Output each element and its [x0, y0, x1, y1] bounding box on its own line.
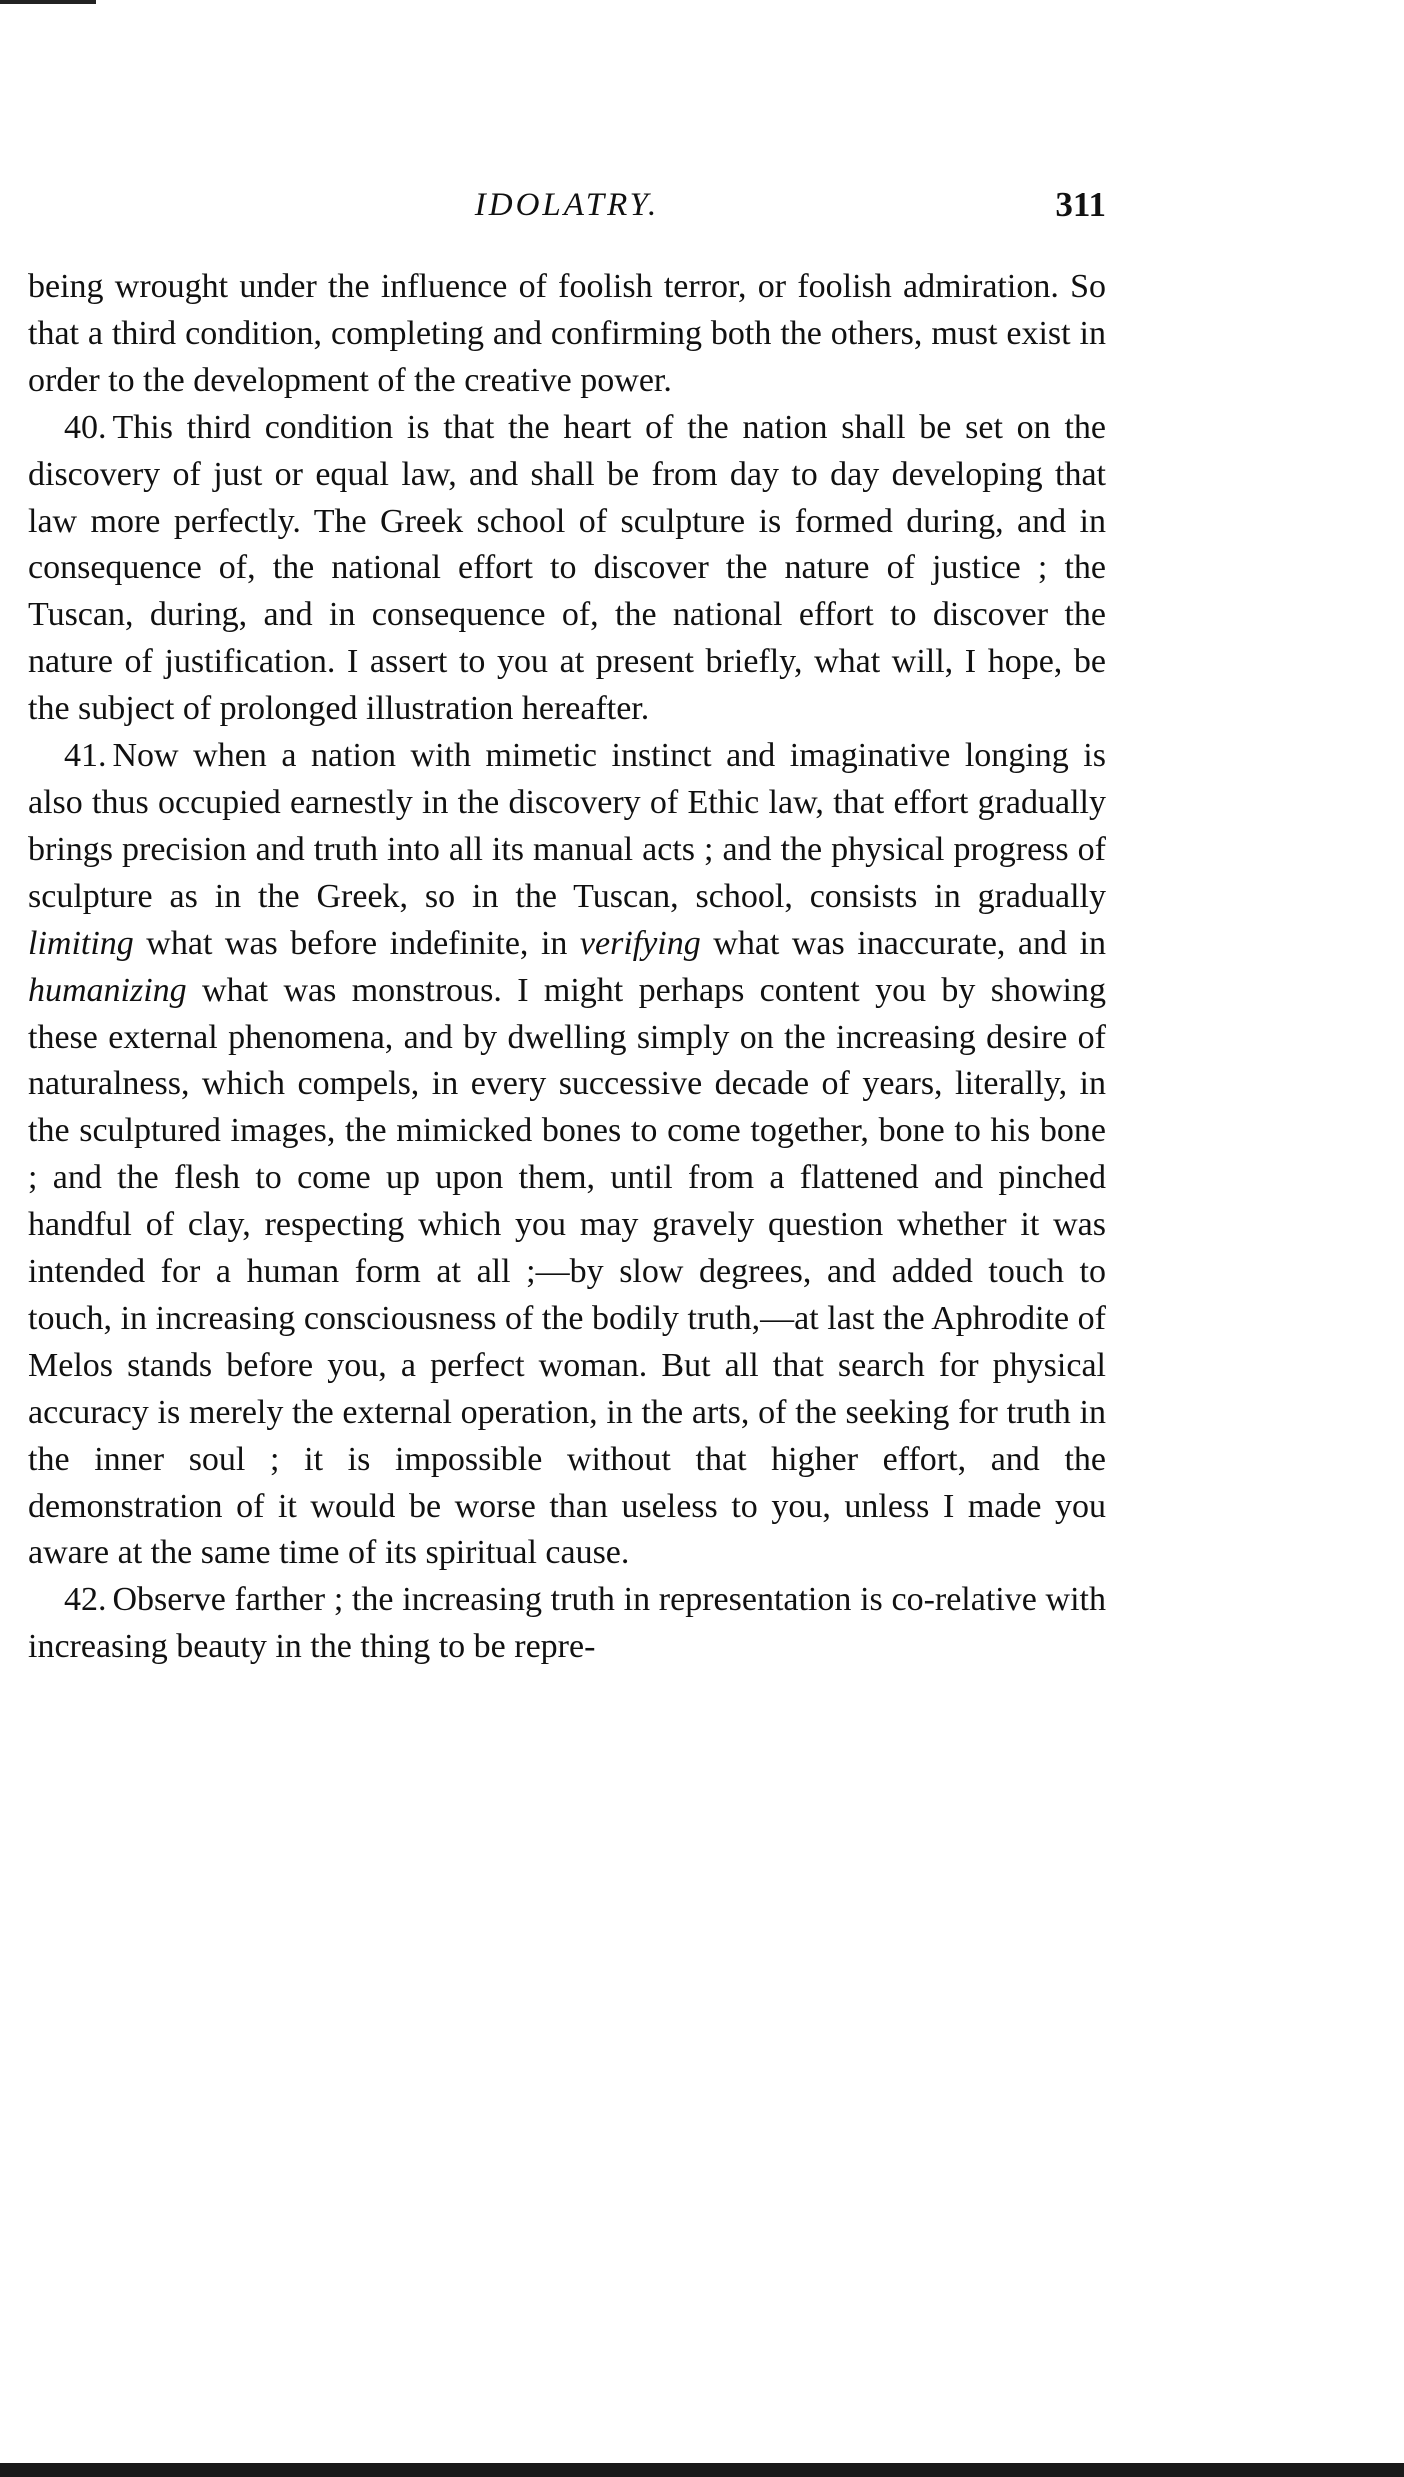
paragraph-40: [28, 405, 1106, 733]
paragraph-41: [28, 733, 1106, 1577]
paragraph-number: 41.: [64, 737, 107, 775]
italic-term: limiting: [28, 924, 134, 962]
italic-term: verifying: [579, 924, 701, 962]
paragraph-number: 42.: [64, 1581, 107, 1619]
paragraph-continuation: [28, 264, 1106, 405]
bottom-edge-rule: [0, 2463, 1404, 2477]
paragraph-text: Now when a nation with mimetic instinct and imaginative longing is also thus occupied earnestly in the discovery of Ethic law, that effort gradually brings precision and truth into all its manual acts ; and the physical progress of sculpture as in the Greek, so in the Tuscan, school, consists in gradually: [28, 737, 1106, 915]
italic-term: humanizing: [28, 971, 187, 1009]
running-title: IDOLATRY.: [474, 187, 660, 223]
paragraph-text: what was monstrous. I might perhaps content you by showing these external phenomena, and by dwelling simply on the increasing desire of naturalness, which compels, in every successive decade of years, literally, in the sculptured images, the mimicked bones to come together, bone to his bone ; and the flesh to come up upon them, until from a flattened and pinched handful of clay, respecting which you may gravely question whether it was intended for a human form at all ;—by slow degrees, and added touch to touch, in increasing consciousness of the bodily truth,—at last the Aphrodite of Melos stands before you, a perfect woman. But all that search for physical accuracy is merely the external operation, in the arts, of the seeking for truth in the inner soul ; it is impossible without that higher effort, and the demonstration of it would be worse than useless to you, unless I made you aware at the same time of its spiritual cause.: [28, 971, 1106, 1572]
paragraph-text: This third condition is that the heart of the nation shall be set on the discovery of just or equal law, and shall be from day to day developing that law more perfectly. The Greek school of sculpture is formed during, and in consequence of, the national effort to discover the nature of justice ; the Tuscan, during, and in consequence of, the national effort to discover the nature of justification. I assert to you at present briefly, what will, I hope, be the subject of prolonged illustration hereafter.: [28, 408, 1106, 728]
body-text: [28, 264, 1106, 1671]
page-header: [28, 180, 1106, 230]
top-edge-rule: [0, 0, 96, 4]
paragraph-text: what was before indefinite, in: [133, 924, 580, 962]
paragraph-42: [28, 1577, 1106, 1671]
page-number: 311: [1055, 185, 1106, 224]
paragraph-text: what was inaccurate, and in: [700, 924, 1106, 962]
paragraph-number: 40.: [64, 408, 107, 446]
paragraph-text: Observe farther ; the increasing truth in representation is co-relative with increasing beauty in the thing to be repre-: [28, 1581, 1106, 1666]
paragraph-text: being wrought under the influence of foolish terror, or foolish admiration. So that a third condition, completing and confirming both the others, must exist in order to the development of the creative power.: [28, 268, 1106, 399]
